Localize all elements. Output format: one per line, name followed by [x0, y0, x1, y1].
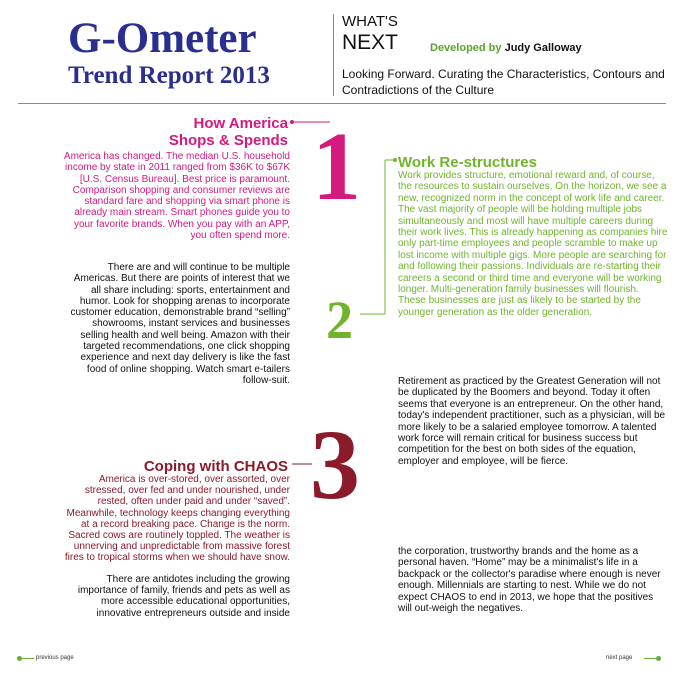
- author-name: Judy Galloway: [504, 42, 582, 54]
- section3-number: 3: [310, 409, 360, 520]
- section3-body-continued: the corporation, trustworthy brands and the home as a personal haven. “Home” may be a minimalist's life in a backpack or the collector's paradise where enough is never enough. Millennials are starting to nest. While we do not expect CHAOS to end in 2013, we hope that the positives will out-weigh the negatives.: [398, 546, 661, 615]
- developed-by-label: Developed by: [430, 42, 505, 54]
- next-page-link[interactable]: next page: [606, 655, 633, 661]
- section2-body-intro: Work provides structure, emotional reward and, of course, the resources to sustain ourselves. On the horizon, we see a new, recognized norm in the concept of work life and career. The vast majority of people will be holding multiple jobs simultaneously and most will have multiple careers during their work lives. This is already happening as companies hire only part-time employees and people scramble to make up lost income with multiple gigs. More people are searching for and following their passions. Individuals are re-starting their careers a second or third time and everyone will be working longer. Multi-generation family businesses will flourish. These businesses are just as likely to be started by the younger generation as the older generation.: [398, 170, 668, 318]
- section3-body-intro: America is over-stored, over assorted, over stressed, over fed and under nourished, under rested, often under paid and under “saved”. Meanwhile, technology keeps changing everything at a record breaking pace. Change is the norm. Sacred cows are routinely toppled. The weather is unnerving and unpredictable from massive forest fires to tropical storms when we should have snow.: [64, 474, 290, 564]
- next-label: NEXT: [342, 31, 399, 54]
- title-g-ometer: G-Ometer: [68, 15, 257, 62]
- whats-label: WHAT'S: [342, 13, 398, 30]
- section1-body: There are and will continue to be multiple Americas. But there are points of interest that we all share including: sports, entertainment and humor. Look for shopping arenas to incorporate customer education, demonstrable brand “selling” showrooms, instant services and businesses selling health and well being. Amazon with their targeted recommendations, one click shopping experience and next day delivery is like the fast food of online shopping. Watch smart e-tailers follow-suit.: [70, 262, 290, 386]
- previous-page-link[interactable]: previous page: [36, 655, 74, 661]
- previous-page-line: [22, 658, 34, 659]
- next-page-dot-icon[interactable]: [656, 656, 661, 661]
- section1-number: 1: [312, 113, 361, 221]
- next-page-line: [644, 658, 656, 659]
- section3-body: There are antidotes including the growing importance of family, friends and pets as well as more accessible educational opportunities, innovative entrepreneurs outside and inside: [77, 574, 290, 619]
- section2-body: Retirement as practiced by the Greatest Generation will not be duplicated by the Boomers and beyond. Today it often seems that everyone is an entrepreneur. On the other hand, today's independent practitioner, such as a physician, will be more likely to be a salaried employee tomorrow. A talented work force will remain critical for business success but competition for the best on both sides of the equation, employer and employee, will be fierce.: [398, 376, 666, 467]
- title-trend-report: Trend Report 2013: [68, 62, 270, 89]
- section1-body-intro: America has changed. The median U.S. household income by state in 2011 ranged from $36K to $67K [U.S. Census Bureau]. Best price is paramount. Comparison shopping and consumer reviews are standard fare and shopping via smart phone is already main stream. Smart phones guide you to your favorite brands. When you pay with an APP, you often spend more.: [63, 151, 290, 242]
- section1-heading-line1: How America: [193, 115, 288, 132]
- tagline: Looking Forward. Curating the Characteristics, Contours and Contradictions of the Culture: [342, 67, 665, 97]
- section2-heading: Work Re-structures: [398, 154, 537, 171]
- section3-heading: Coping with CHAOS: [143, 458, 288, 475]
- section1-heading-line2: Shops & Spends: [168, 132, 288, 149]
- section2-number: 2: [326, 290, 353, 350]
